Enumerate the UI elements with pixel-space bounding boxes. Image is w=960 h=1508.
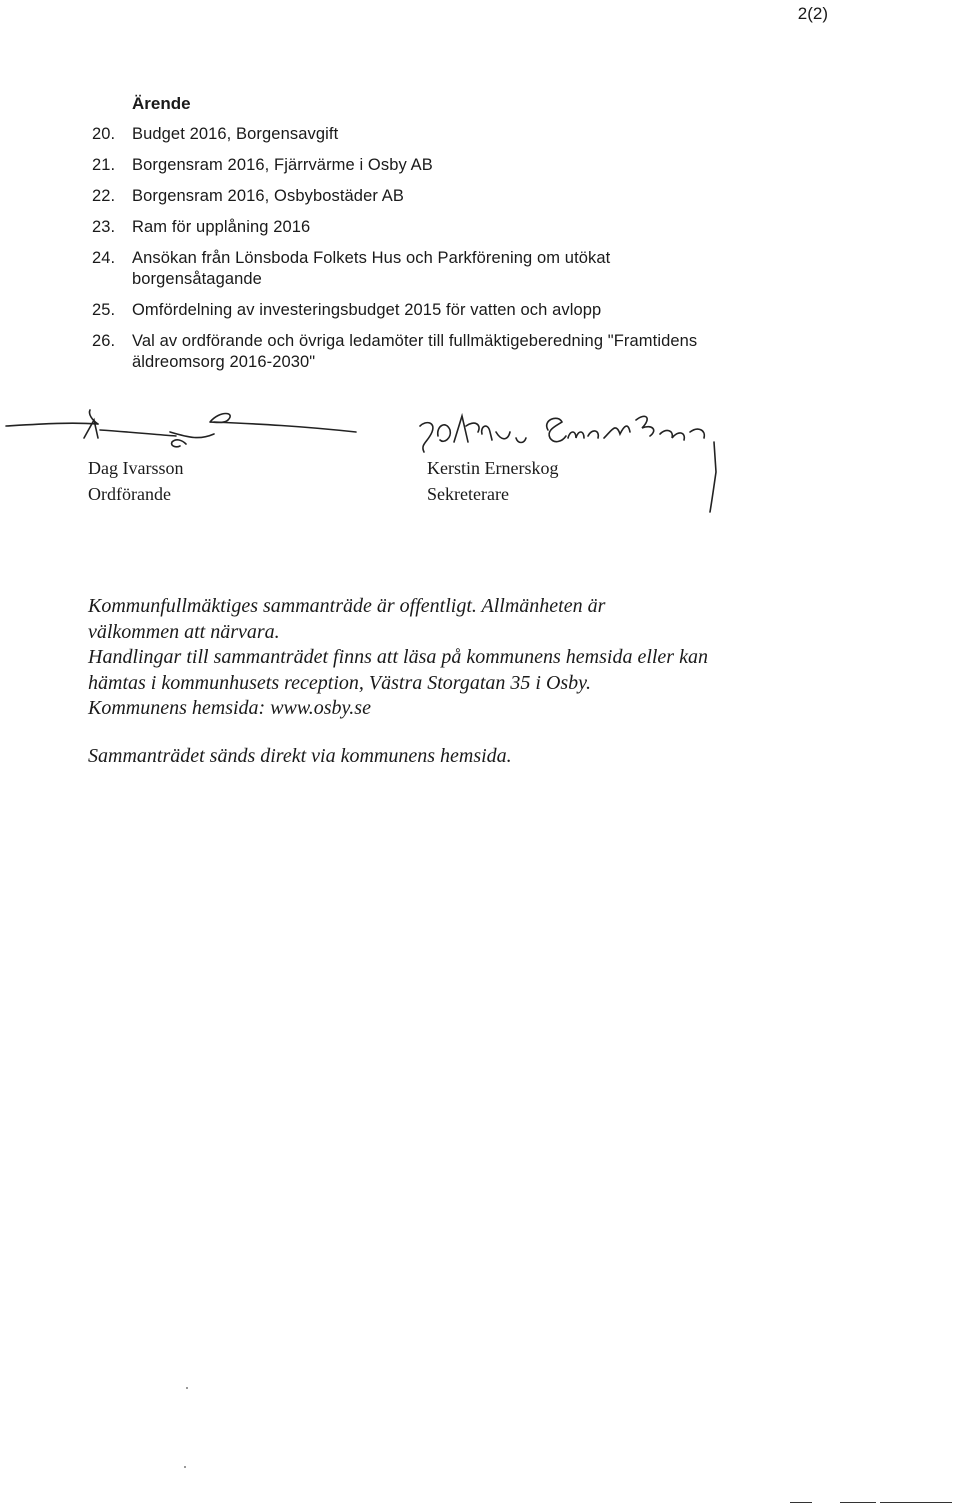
- agenda-item-text: Val av ordförande och övriga ledamöter till fullmäktigeberedning "Framtidens äldreomsorg 2016-2030": [132, 332, 698, 371]
- signatory-name: Dag Ivarsson: [88, 458, 184, 478]
- footer-rule: [880, 1502, 952, 1503]
- agenda-item: [92, 124, 732, 145]
- agenda-item-number: 22.: [92, 187, 116, 205]
- notice-documents: Handlingar till sammanträdet finns att läsa på kommunens hemsida eller kan hämtas i kommunhusets reception, Västra Storgatan 35 i Osby.: [88, 646, 708, 694]
- signature-block-left: [88, 455, 183, 507]
- agenda-heading: Ärende: [132, 94, 191, 113]
- signatory-role: Sekreterare: [427, 484, 509, 504]
- agenda-item-number: 26.: [92, 332, 116, 350]
- agenda-list: [92, 124, 732, 383]
- agenda-item-number: 24.: [92, 249, 116, 267]
- agenda-item-text: Borgensram 2016, Osbybostäder AB: [132, 187, 404, 205]
- signature-block-right: [427, 455, 558, 507]
- agenda-item: [92, 155, 732, 176]
- notice-broadcast: Sammanträdet sänds direkt via kommunens hemsida.: [88, 744, 512, 767]
- agenda-item: [92, 217, 732, 238]
- notice-public-meeting: Kommunfullmäktiges sammanträde är offentligt. Allmänheten är välkommen att närvara.: [88, 595, 606, 643]
- agenda-item: [92, 300, 732, 321]
- scan-artifact: [186, 1387, 188, 1389]
- agenda-item-text: Omfördelning av investeringsbudget 2015 för vatten och avlopp: [132, 301, 602, 319]
- signatory-role: Ordförande: [88, 484, 171, 504]
- scan-artifact: [184, 1466, 186, 1468]
- agenda-item-text: Budget 2016, Borgensavgift: [132, 125, 339, 143]
- agenda-item-text: Ansökan från Lönsboda Folkets Hus och Parkförening om utökat borgensåtagande: [132, 249, 611, 288]
- page-number: 2(2): [797, 4, 828, 23]
- agenda-item-number: 20.: [92, 125, 116, 143]
- agenda-item-number: 21.: [92, 156, 116, 174]
- agenda-item-number: 23.: [92, 218, 116, 236]
- agenda-item-number: 25.: [92, 301, 116, 319]
- footer-rule: [840, 1502, 876, 1503]
- signatory-name: Kerstin Ernerskog: [427, 458, 559, 478]
- meeting-notice: [88, 594, 808, 769]
- agenda-item: [92, 248, 732, 290]
- agenda-item-text: Ram för upplåning 2016: [132, 218, 311, 236]
- agenda-item-text: Borgensram 2016, Fjärrvärme i Osby AB: [132, 156, 433, 174]
- footer-rule: [790, 1502, 812, 1503]
- signature-dag-ivarsson: [0, 408, 380, 464]
- notice-website: Kommunens hemsida: www.osby.se: [88, 697, 371, 719]
- agenda-item: [92, 331, 732, 373]
- agenda-item: [92, 186, 732, 207]
